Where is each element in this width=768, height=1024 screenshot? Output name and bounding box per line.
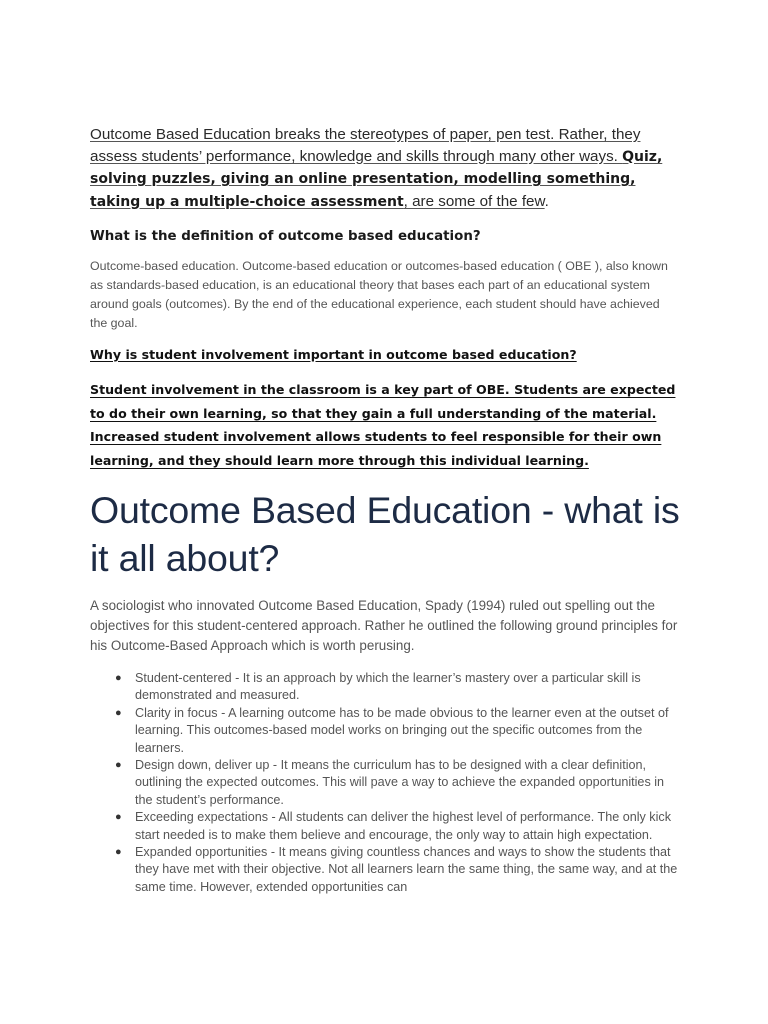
list-item: [90, 809, 680, 844]
bullet-icon: ●: [115, 706, 122, 719]
list-item: [90, 670, 680, 705]
list-item: [90, 757, 680, 809]
involvement-answer-paragraph: Student involvement in the classroom is a key part of OBE. Students are expected to do their own learning, so that they gain a full understanding of the material. Increased student involvement allows students to feel responsible for their own learning, and they should learn more through this individual learning.: [90, 382, 676, 468]
list-item-text: Expanded opportunities - It means giving countless chances and ways to show the students that they have met with their objective. Not all learners learn the same thing, the same way, and at the same time. However, extended opportunities can: [135, 845, 678, 894]
principles-list: [90, 670, 680, 896]
intro-paragraph: [90, 124, 680, 213]
bullet-icon: ●: [115, 672, 122, 684]
list-item-text: Exceeding expectations - All students can deliver the highest level of performance. The only kick start needed is to make them believe and encourage, the only way to attain high expectation.: [135, 810, 671, 842]
definition-question-heading: What is the definition of outcome based education?: [90, 229, 481, 244]
list-item-text: Design down, deliver up - It means the curriculum has to be designed with a clear definition, outlining the expected outcomes. This will pave a way to achieve the expanded opportunities in the student’s performance.: [135, 758, 665, 807]
page-title: Outcome Based Education - what is it all about?: [90, 489, 680, 579]
list-item: [90, 705, 680, 757]
intro-end-text: .: [544, 192, 549, 210]
list-item-text: Student-centered - It is an approach by which the learner’s mastery over a particular skill is demonstrated and measured.: [135, 671, 641, 703]
bullet-icon: ●: [115, 759, 122, 772]
definition-paragraph: Outcome-based education. Outcome-based education or outcomes-based education ( OBE ), also known as standards-based education, is an educational theory that bases each part of an educational system around goals (outcomes). By the end of the educational experience, each student should have achieved the goal.: [90, 259, 668, 330]
sociologist-paragraph: A sociologist who innovated Outcome Based Education, Spady (1994) ruled out spelling out the objectives for this student-centered approach. Rather he outlined the following ground principles for his Outcome-Based Approach which is worth perusing.: [90, 598, 678, 653]
intro-bold-text: Quiz, solving puzzles, giving an online presentation, modelling something, taking up a multiple-choice assessment: [90, 148, 663, 210]
intro-tail-text: , are some of the few: [403, 192, 545, 210]
intro-lead-text: Outcome Based Education breaks the stereotypes of paper, pen test. Rather, they assess students’ performance, knowledge and skills through many other ways.: [90, 126, 641, 165]
document-page: [90, 124, 680, 896]
bullet-icon: ●: [115, 846, 122, 859]
list-item: [90, 844, 680, 896]
bullet-icon: ●: [115, 811, 122, 824]
list-item-text: Clarity in focus - A learning outcome has to be made obvious to the learner even at the outset of learning. This outcomes-based model works on bringing out the specific outcomes from the learners.: [135, 705, 669, 755]
involvement-question-heading: Why is student involvement important in outcome based education?: [90, 347, 577, 362]
